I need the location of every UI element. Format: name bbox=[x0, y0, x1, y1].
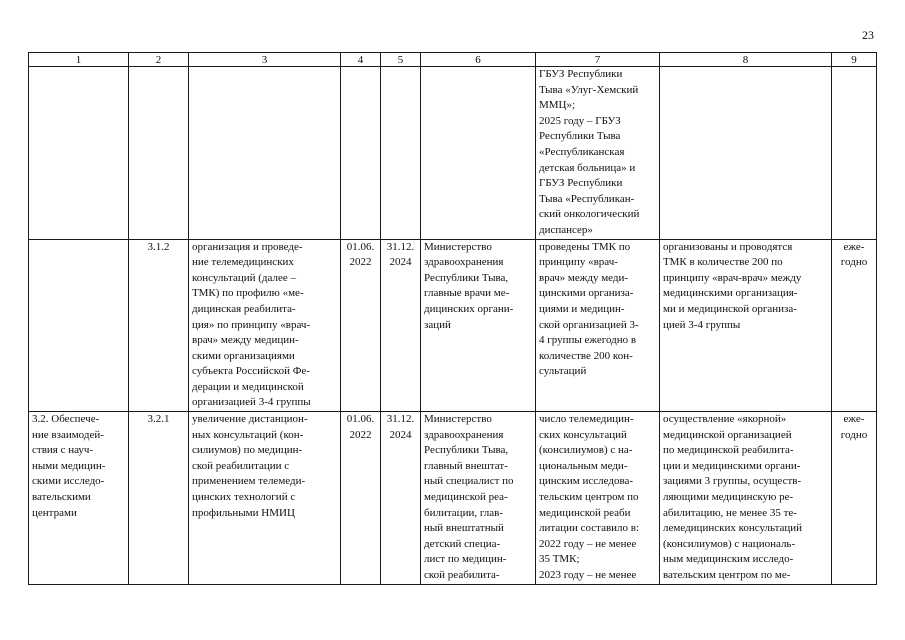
table-row bbox=[29, 239, 877, 412]
task-cell: 3.2. Обеспече- ние взаимодей- ствия с науч- ными медицин- скими исследо- вательскими центрами bbox=[29, 412, 129, 585]
frequency-cell: еже- годно bbox=[832, 412, 877, 585]
frequency-cell: еже- годно bbox=[832, 239, 877, 412]
result-cell: осуществление «якорной» медицинской организацией по медицинской реабилита- ции и медицинскими органи- зациями 3 группы, осуществ- ляющими медицинскую ре- абилитацию, не менее 35 те- лемедицинских консультаций (консилиумов) с националь- ным медицинским исследо- вательским центром по ме- bbox=[660, 412, 832, 585]
responsible-cell: Министерство здравоохранения Республики Тыва, главный внештат- ный специалист по медицинской реа- билитации, глав- ный внештатный детский специа- лист по медицин- ской реабилита- bbox=[421, 412, 536, 585]
plan-table bbox=[28, 52, 877, 585]
indicator-cell: ГБУЗ Республики Тыва «Улуг-Хемский ММЦ»; 2025 году – ГБУЗ Республики Тыва «Республиканская детская больница» и ГБУЗ Республики Тыва «Республикан- ский онкологический диспансер» bbox=[536, 67, 660, 240]
indicator-cell: число телемедицин- ских консультаций (консилиумов) с на- циональным меди- цинским исследова- тельским центром по медицинской реаби литации составило в: 2022 году – не менее 35 ТМК; 2023 году – не менее bbox=[536, 412, 660, 585]
responsible-cell bbox=[421, 67, 536, 240]
page-number: 23 bbox=[862, 28, 874, 42]
end-date-cell: 31.12. 2024 bbox=[381, 412, 421, 585]
task-cell bbox=[29, 239, 129, 412]
column-number-1: 1 bbox=[29, 53, 129, 67]
column-number-4: 4 bbox=[341, 53, 381, 67]
column-number-5: 5 bbox=[381, 53, 421, 67]
item-number-cell: 3.2.1 bbox=[129, 412, 189, 585]
item-number-cell bbox=[129, 67, 189, 240]
responsible-cell: Министерство здравоохранения Республики Тыва, главные врачи ме- дицинских органи- заций bbox=[421, 239, 536, 412]
activity-cell bbox=[189, 67, 341, 240]
table-header-row bbox=[29, 53, 877, 67]
task-cell bbox=[29, 67, 129, 240]
start-date-cell: 01.06. 2022 bbox=[341, 412, 381, 585]
result-cell: организованы и проводятся ТМК в количестве 200 по принципу «врач-врач» между медицинскими организация- ми и медицинской организа- цией 3-4 группы bbox=[660, 239, 832, 412]
activity-cell: организация и проведе- ние телемедицинских консультаций (далее – ТМК) по профилю «ме- дицинская реабилита- ция» по принципу «врач- врач» между медицин- скими организациями субъекта Российской Фе- дерации и медицинской организацией 3-4 группы bbox=[189, 239, 341, 412]
item-number-cell: 3.1.2 bbox=[129, 239, 189, 412]
end-date-cell bbox=[381, 67, 421, 240]
activity-cell: увеличение дистанцион- ных консультаций (кон- силиумов) по медицин- ской реабилитации с применением телемеди- цинских технологий с профильными НМИЦ bbox=[189, 412, 341, 585]
start-date-cell bbox=[341, 67, 381, 240]
result-cell bbox=[660, 67, 832, 240]
column-number-2: 2 bbox=[129, 53, 189, 67]
column-number-9: 9 bbox=[832, 53, 877, 67]
table-row bbox=[29, 412, 877, 585]
table-row bbox=[29, 67, 877, 240]
column-number-8: 8 bbox=[660, 53, 832, 67]
start-date-cell: 01.06. 2022 bbox=[341, 239, 381, 412]
end-date-cell: 31.12. 2024 bbox=[381, 239, 421, 412]
frequency-cell bbox=[832, 67, 877, 240]
indicator-cell: проведены ТМК по принципу «врач- врач» между меди- цинскими организа- циями и медицин- ской организацией 3- 4 группы ежегодно в количестве 200 кон- сультаций bbox=[536, 239, 660, 412]
column-number-3: 3 bbox=[189, 53, 341, 67]
column-number-6: 6 bbox=[421, 53, 536, 67]
column-number-7: 7 bbox=[536, 53, 660, 67]
